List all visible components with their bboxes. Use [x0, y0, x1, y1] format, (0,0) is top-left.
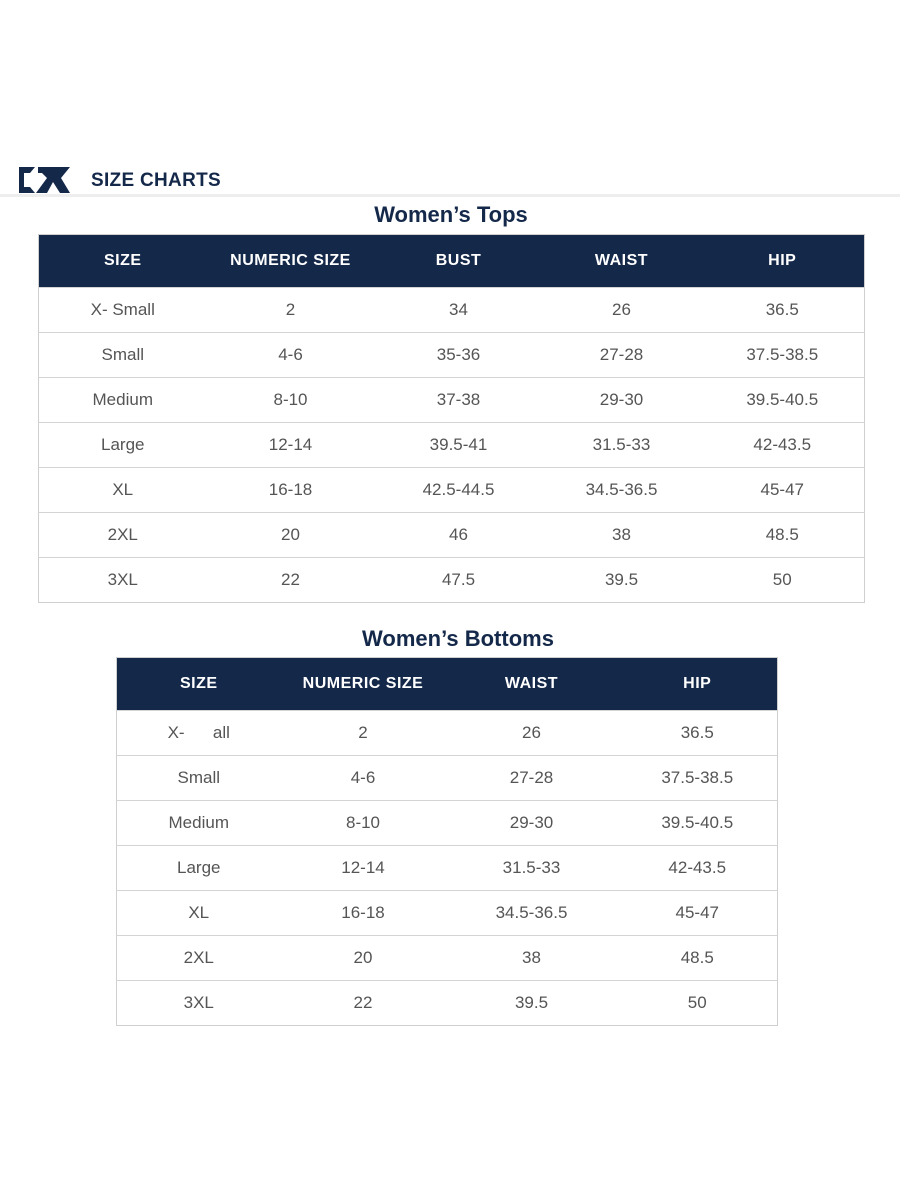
table-row — [39, 378, 865, 423]
table-cell: 22 — [281, 981, 446, 1026]
column-header: HIP — [618, 658, 778, 711]
table-cell: 27-28 — [446, 756, 618, 801]
table-cell: 20 — [207, 513, 375, 558]
table-cell: 39.5 — [446, 981, 618, 1026]
table-row — [117, 936, 778, 981]
table-cell: 42.5-44.5 — [375, 468, 543, 513]
table-row — [117, 801, 778, 846]
table-cell: 48.5 — [618, 936, 778, 981]
table-cell: 16-18 — [281, 891, 446, 936]
table-cell: 50 — [701, 558, 865, 603]
bottoms-size-table — [116, 657, 778, 1026]
brand-header — [0, 156, 900, 196]
page-title: SIZE CHARTS — [91, 170, 221, 191]
table-row — [39, 513, 865, 558]
table-cell: 26 — [543, 288, 701, 333]
table-cell: 34.5-36.5 — [446, 891, 618, 936]
cutter-buck-logo-icon — [16, 164, 72, 196]
table-row — [39, 558, 865, 603]
table-cell: 50 — [618, 981, 778, 1026]
table-cell: 4-6 — [207, 333, 375, 378]
tops-title: Women’s Tops — [374, 202, 528, 227]
table-cell: X- all — [117, 711, 281, 756]
table-row — [117, 756, 778, 801]
column-header: HIP — [701, 235, 865, 288]
table-cell: 39.5-40.5 — [701, 378, 865, 423]
column-header: NUMERIC SIZE — [207, 235, 375, 288]
table-cell: 2XL — [39, 513, 207, 558]
table-cell: 36.5 — [618, 711, 778, 756]
table-row — [39, 423, 865, 468]
tops-size-table — [38, 234, 865, 603]
table-cell: 3XL — [39, 558, 207, 603]
table-cell: 2XL — [117, 936, 281, 981]
table-cell: 34 — [375, 288, 543, 333]
column-header: BUST — [375, 235, 543, 288]
column-header: WAIST — [446, 658, 618, 711]
table-cell: 2 — [207, 288, 375, 333]
table-cell: 12-14 — [207, 423, 375, 468]
table-cell: Small — [39, 333, 207, 378]
table-cell: Large — [39, 423, 207, 468]
table-cell: 22 — [207, 558, 375, 603]
table-cell: 8-10 — [207, 378, 375, 423]
table-cell: 2 — [281, 711, 446, 756]
table-cell: XL — [39, 468, 207, 513]
table-cell: 8-10 — [281, 801, 446, 846]
column-header: NUMERIC SIZE — [281, 658, 446, 711]
table-cell: 29-30 — [446, 801, 618, 846]
table-header-row — [39, 235, 865, 288]
table-row — [39, 288, 865, 333]
table-row — [117, 891, 778, 936]
table-cell: 38 — [543, 513, 701, 558]
table-cell: 3XL — [117, 981, 281, 1026]
table-row — [117, 711, 778, 756]
table-cell: 39.5 — [543, 558, 701, 603]
table-cell: 34.5-36.5 — [543, 468, 701, 513]
table-cell: X- Small — [39, 288, 207, 333]
bottoms-title: Women’s Bottoms — [362, 626, 554, 651]
table-row — [117, 981, 778, 1026]
table-cell: XL — [117, 891, 281, 936]
table-cell: 35-36 — [375, 333, 543, 378]
table-cell: 16-18 — [207, 468, 375, 513]
column-header: SIZE — [39, 235, 207, 288]
column-header: SIZE — [117, 658, 281, 711]
table-cell: 31.5-33 — [543, 423, 701, 468]
table-cell: Large — [117, 846, 281, 891]
table-cell: 36.5 — [701, 288, 865, 333]
table-cell: 38 — [446, 936, 618, 981]
table-cell: Medium — [117, 801, 281, 846]
column-header: WAIST — [543, 235, 701, 288]
table-cell: 37-38 — [375, 378, 543, 423]
table-cell: 20 — [281, 936, 446, 981]
table-cell: 42-43.5 — [701, 423, 865, 468]
table-cell: 46 — [375, 513, 543, 558]
table-cell: 47.5 — [375, 558, 543, 603]
table-cell: 12-14 — [281, 846, 446, 891]
table-row — [39, 333, 865, 378]
table-cell: 37.5-38.5 — [618, 756, 778, 801]
table-header-row — [117, 658, 778, 711]
table-cell: 37.5-38.5 — [701, 333, 865, 378]
table-cell: 4-6 — [281, 756, 446, 801]
table-cell: Small — [117, 756, 281, 801]
table-cell: 39.5-40.5 — [618, 801, 778, 846]
table-row — [117, 846, 778, 891]
table-cell: 45-47 — [701, 468, 865, 513]
table-cell: 27-28 — [543, 333, 701, 378]
table-cell: 26 — [446, 711, 618, 756]
table-cell: 29-30 — [543, 378, 701, 423]
header-divider — [0, 194, 900, 197]
table-cell: 45-47 — [618, 891, 778, 936]
table-row — [39, 468, 865, 513]
table-cell: 39.5-41 — [375, 423, 543, 468]
table-cell: 48.5 — [701, 513, 865, 558]
table-cell: Medium — [39, 378, 207, 423]
table-cell: 42-43.5 — [618, 846, 778, 891]
table-cell: 31.5-33 — [446, 846, 618, 891]
